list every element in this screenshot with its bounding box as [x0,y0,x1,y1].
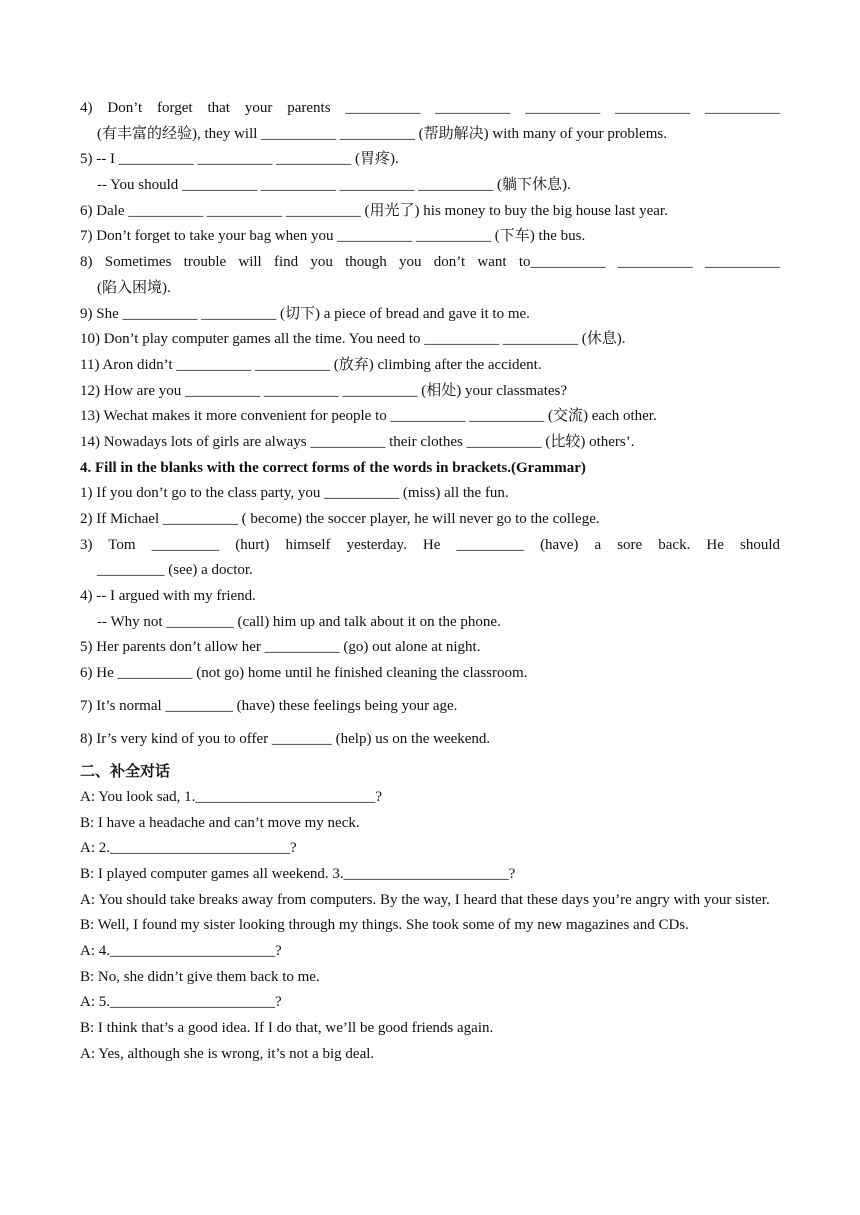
dialogue-line: B: I think that’s a good idea. If I do that, we’ll be good friends again. [80,1020,494,1037]
exercise-line: -- Why not _________ (call) him up and talk about it on the phone. [97,613,501,630]
dialogue-line: A: 4.______________________? [80,943,282,960]
worksheet-content [80,96,780,1067]
exercise-line: 9) She __________ __________ (切下) a piece of bread and gave it to me. [80,305,530,322]
exercise-line: 8) Sometimes trouble will find you though you don’t want to__________ __________ __________ [80,254,780,271]
exercise-line: 4) Don’t forget that your parents __________ __________ __________ __________ __________ [80,100,780,116]
exercise-line: _________ (see) a doctor. [97,562,253,579]
exercise-line: 7) Don’t forget to take your bag when you __________ __________ (下车) the bus. [80,228,586,245]
dialogue-line: A: You look sad, 1.________________________? [80,788,383,805]
exercise-line: 4) -- I argued with my friend. [80,588,256,605]
dialogue-line: B: I played computer games all weekend. 3.______________________? [80,865,516,882]
dialogue-line: A: You should take breaks away from computers. By the way, I heard that these days you’re angry with your sister. [80,891,770,908]
exercise-line: 10) Don’t play computer games all the time. You need to __________ __________ (休息). [80,331,626,348]
exercise-line: 12) How are you __________ __________ __________ (相处) your classmates? [80,382,568,399]
dialogue-line: B: I have a headache and can’t move my neck. [80,814,360,831]
exercise-line: 1) If you don’t go to the class party, you __________ (miss) all the fun. [80,485,509,502]
section-heading-grammar: 4. Fill in the blanks with the correct forms of the words in brackets.(Grammar) [80,459,586,476]
exercise-line: 6) He __________ (not go) home until he finished cleaning the classroom. [80,665,528,682]
dialogue-line: B: No, she didn’t give them back to me. [80,968,320,985]
dialogue-line: A: 5.______________________? [80,994,282,1011]
exercise-line: (陷入困境). [97,279,171,296]
dialogue-line: A: Yes, although she is wrong, it’s not a big deal. [80,1045,375,1062]
exercise-line: 5) -- I __________ __________ __________ (胃疼). [80,151,399,168]
section-heading-dialogue: 二、补全对话 [80,762,171,781]
exercise-line: 3) Tom _________ (hurt) himself yesterday. He _________ (have) a sore back. He should [80,536,780,553]
dialogue-line: A: 2.________________________? [80,840,297,857]
exercise-line: 11) Aron didn’t __________ __________ (放弃) climbing after the accident. [80,356,542,373]
exercise-line: 8) Ir’s very kind of you to offer ________ (help) us on the weekend. [80,730,491,747]
exercise-line: 2) If Michael __________ ( become) the soccer player, he will never go to the college. [80,511,600,527]
exercise-line: 13) Wechat makes it more convenient for people to __________ __________ (交流) each other. [80,408,657,425]
dialogue-line: B: Well, I found my sister looking through my things. She took some of my new magazines and CDs. [80,917,689,934]
exercise-line: 6) Dale __________ __________ __________ (用光了) his money to buy the big house last year. [80,202,668,219]
exercise-line: 14) Nowadays lots of girls are always __________ their clothes __________ (比较) others’. [80,433,635,450]
exercise-line: -- You should __________ __________ __________ __________ (躺下休息). [97,177,571,194]
exercise-line: 5) Her parents don’t allow her __________ (go) out alone at night. [80,639,481,656]
exercise-line: 7) It’s normal _________ (have) these feelings being your age. [80,697,458,714]
exercise-line: (有丰富的经验), they will __________ __________ (帮助解决) with many of your problems. [97,125,667,142]
